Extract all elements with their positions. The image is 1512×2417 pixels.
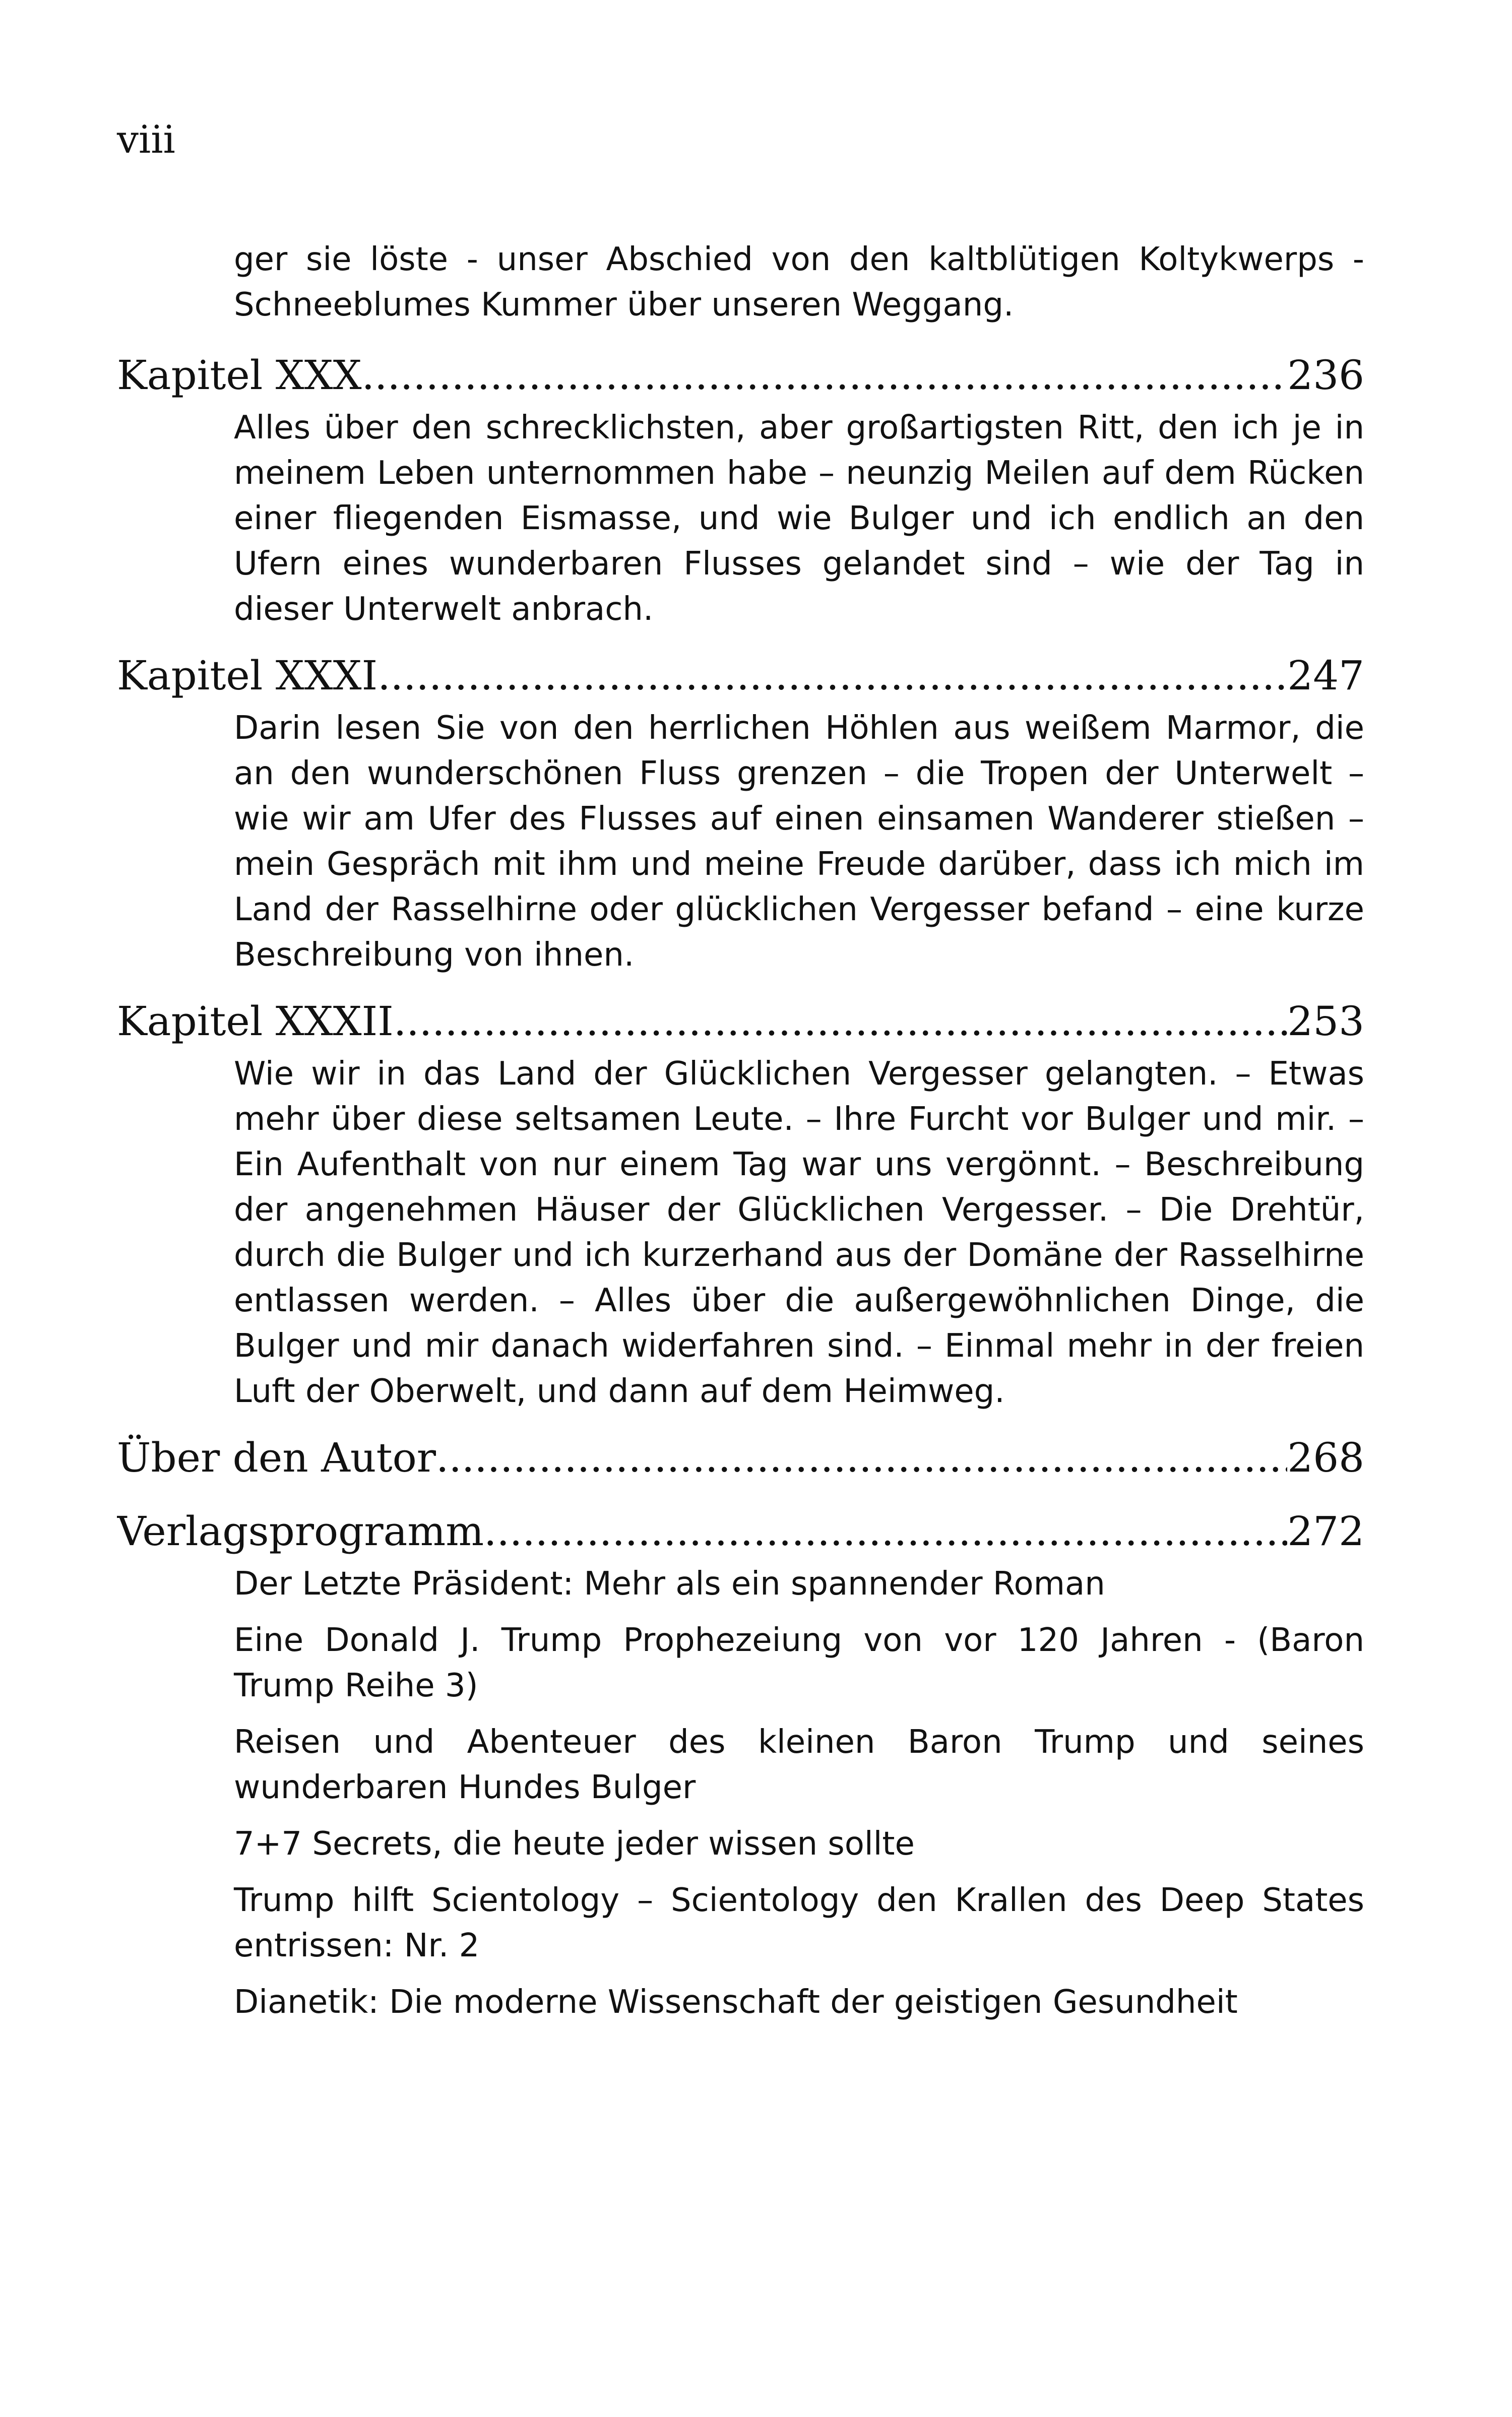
- chapter-title: Kapitel XXX: [117, 352, 362, 399]
- section-title: Über den Autor: [117, 1434, 436, 1481]
- dot-leader: [436, 1428, 1287, 1488]
- dot-leader: [377, 646, 1287, 706]
- program-item: Reisen und Abenteuer des kleinen Baron Trump und seines wunderbaren Hundes Bulger: [234, 1724, 1364, 1806]
- page-number: viii: [117, 117, 175, 162]
- dot-leader: [362, 346, 1288, 405]
- chapter-description: Darin lesen Sie von den herrlichen Höhlen aus weißem Marmor, die an den wunderschönen Fluss grenzen – die Tropen der Unterwelt – wie wir am Ufer des Flusses auf einen einsamen Wanderer stießen – mein Gespräch mit ihm und meine Freude darüber, dass ich mich im Land der Rasselhirne oder glücklichen Vergesser befand – eine kurze Beschreibung von ihnen.: [234, 710, 1364, 974]
- section-title: Verlagsprogramm: [117, 1508, 484, 1555]
- program-item: Dianetik: Die moderne Wissenschaft der geistigen Gesundheit: [234, 1984, 1238, 2021]
- toc-entry-publisher-program: [117, 1502, 1364, 2025]
- chapter-title: Kapitel XXXII: [117, 998, 394, 1045]
- toc-entry-line: [117, 1428, 1364, 1488]
- program-item: Der Letzte Präsident: Mehr als ein spannender Roman: [234, 1565, 1105, 1603]
- toc-entry-line: [117, 992, 1364, 1051]
- program-item: Eine Donald J. Trump Prophezeiung von vor 120 Jahren - (Baron Trump Reihe 3): [234, 1622, 1364, 1704]
- dot-leader: [484, 1502, 1287, 1561]
- toc-entry-kapitel-xxxi: [117, 646, 1364, 978]
- publisher-program-list: [117, 1561, 1364, 2025]
- toc-entry-kapitel-xxxii: [117, 992, 1364, 1414]
- chapter-page-number: 253: [1287, 998, 1364, 1045]
- chapter-page-number: 236: [1287, 352, 1364, 399]
- section-page-number: 268: [1287, 1434, 1364, 1481]
- toc-entry-line: [117, 346, 1364, 405]
- chapter-description: Alles über den schrecklichsten, aber großartigsten Ritt, den ich je in meinem Leben unternommen habe – neunzig Meilen auf dem Rücken einer fliegenden Eismasse, und wie Bulger und ich endlich an den Ufern eines wunderbaren Flusses gelandet sind – wie der Tag in dieser Unterwelt anbrach.: [234, 409, 1364, 628]
- chapter-page-number: 247: [1287, 652, 1364, 699]
- program-item: Trump hilft Scientology – Scientology den Krallen des Deep States entrissen: Nr. 2: [234, 1882, 1364, 1964]
- toc-entry-line: [117, 646, 1364, 706]
- chapter-description: Wie wir in das Land der Glücklichen Vergesser gelangten. – Etwas mehr über diese seltsamen Leute. – Ihre Furcht vor Bulger und mir. – Ein Aufenthalt von nur einem Tag war uns vergönnt. – Beschreibung der angenehmen Häuser der Glücklichen Vergesser. – Die Drehtür, durch die Bulger und ich kurzerhand aus der Domäne der Rasselhirne entlassen werden. – Alles über die außergewöhnlichen Dinge, die Bulger und mir danach widerfahren sind. – Einmal mehr in der freien Luft der Oberwelt, und dann auf dem Heimweg.: [234, 1055, 1364, 1410]
- dot-leader: [394, 992, 1287, 1051]
- program-item: 7+7 Secrets, die heute jeder wissen sollte: [234, 1825, 915, 1863]
- chapter-title: Kapitel XXXI: [117, 652, 378, 699]
- section-page-number: 272: [1287, 1508, 1364, 1555]
- toc-entry-line: [117, 1502, 1364, 1561]
- toc-entry-kapitel-xxx: [117, 346, 1364, 632]
- continued-chapter-description: ger sie löste - unser Abschied von den kaltblütigen Koltykwerps - Schneeblumes Kummer über unseren Weggang.: [234, 241, 1364, 324]
- table-of-contents: [117, 237, 1364, 2036]
- toc-entry-about-author: [117, 1428, 1364, 1488]
